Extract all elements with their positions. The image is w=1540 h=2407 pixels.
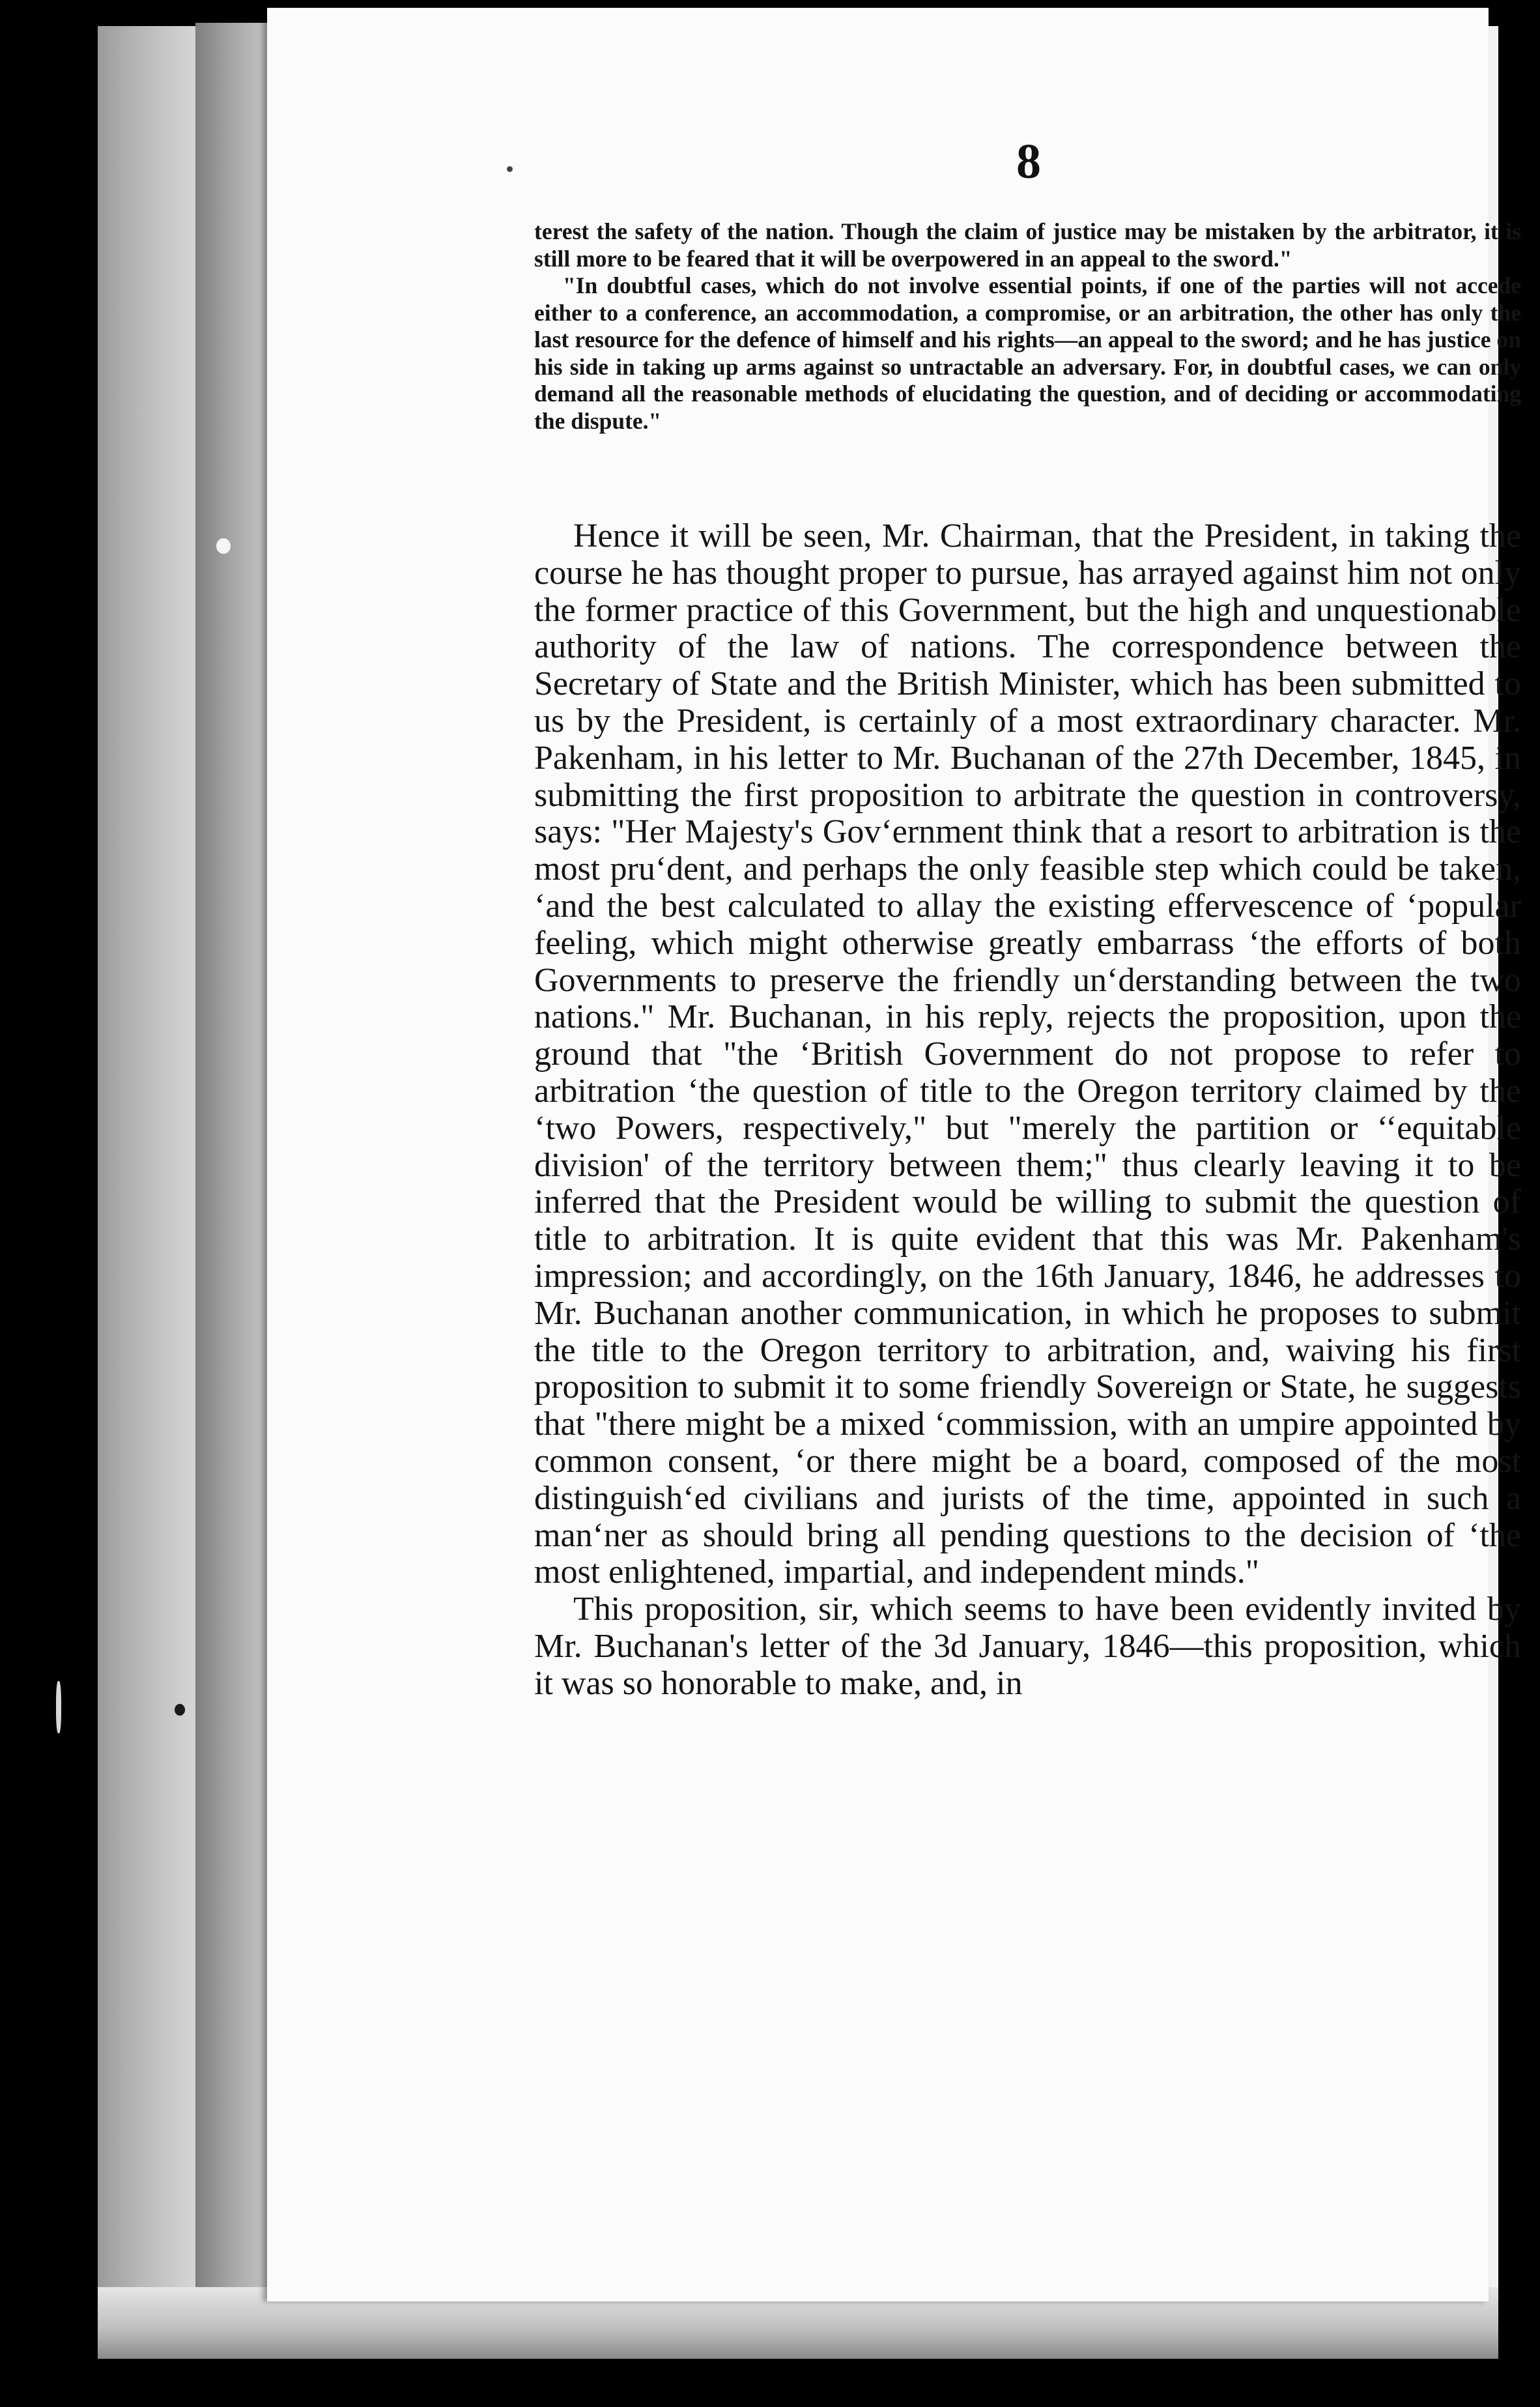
scan-artifact-spot [175, 1704, 185, 1716]
body-text [534, 518, 1521, 1703]
body-paragraph: This proposition, sir, which seems to have been evidently invited by Mr. Buchanan's letter of the 3d January, 1846—this proposition, which it was so honorable to make, and, in [534, 1591, 1521, 1702]
body-paragraph: Hence it will be seen, Mr. Chairman, that the President, in taking the course he has thought proper to pursue, has arrayed against him not only the former practice of this Government, but the high and unquestionable authority of the law of nations. The correspondence between the Secretary of State and the British Minister, which has been submitted to us by the President, is certainly of a most extraordinary character. Mr. Pakenham, in his letter to Mr. Buchanan of the 27th December, 1845, in submitting the first proposition to arbitrate the question in controversy, says: "Her Majesty's Gov‘ernment think that a resort to arbitration is the most pru‘dent, and perhaps the only feasible step which could be taken, ‘and the best calculated to allay the existing effervescence of ‘popular feeling, which might otherwise greatly embarrass ‘the efforts of both Governments to preserve the friendly un‘derstanding between the two nations." Mr. Buchanan, in his reply, rejects the proposition, upon the ground that "the ‘British Government do not propose to refer to arbitration ‘the question of title to the Oregon territory claimed by the ‘two Powers, respectively," but "merely the partition or ‘‘equitable division' of the territory between them;" thus clearly leaving it to be inferred that the President would be willing to submit the question of title to arbitration. It is quite evident that this was Mr. Pakenham's impression; and accordingly, on the 16th January, 1846, he addresses to Mr. Buchanan another communication, in which he proposes to submit the title to the Oregon territory to arbitration, and, waiving his first proposition to submit it to some friendly Sovereign or State, he suggests that "there might be a mixed ‘commission, with an umpire appointed by common consent, ‘or there might be a board, composed of the most distinguish‘ed civilians and jurists of the time, appointed in such a man‘ner as should bring all pending questions to the decision of ‘the most enlightened, impartial, and independent minds." [534, 517, 1521, 1591]
quote-paragraph: terest the safety of the nation. Though the claim of justice may be mistaken by the arbitrator, it is still more to be feared that it will be overpowered in an appeal to the sword." [534, 218, 1521, 272]
page-number: 8 [1016, 134, 1041, 189]
scan-artifact-spot [216, 538, 231, 554]
quoted-passage [534, 218, 1521, 435]
quote-paragraph: "In doubtful cases, which do not involve essential points, if one of the parties will not accede either to a conference, an accommodation, a compromise, or an arbitration, the other has only the last resource for the defence of himself and his rights—an appeal to the sword; and he has justice on his side in taking up arms against so untractable an adversary. For, in doubtful cases, we can only demand all the reasonable methods of elucidating the question, and of deciding or accommodating the dispute." [534, 272, 1521, 434]
scan-artifact-spot [56, 1681, 61, 1733]
page-gutter-shadow [195, 23, 274, 2342]
print-mark [507, 166, 513, 172]
